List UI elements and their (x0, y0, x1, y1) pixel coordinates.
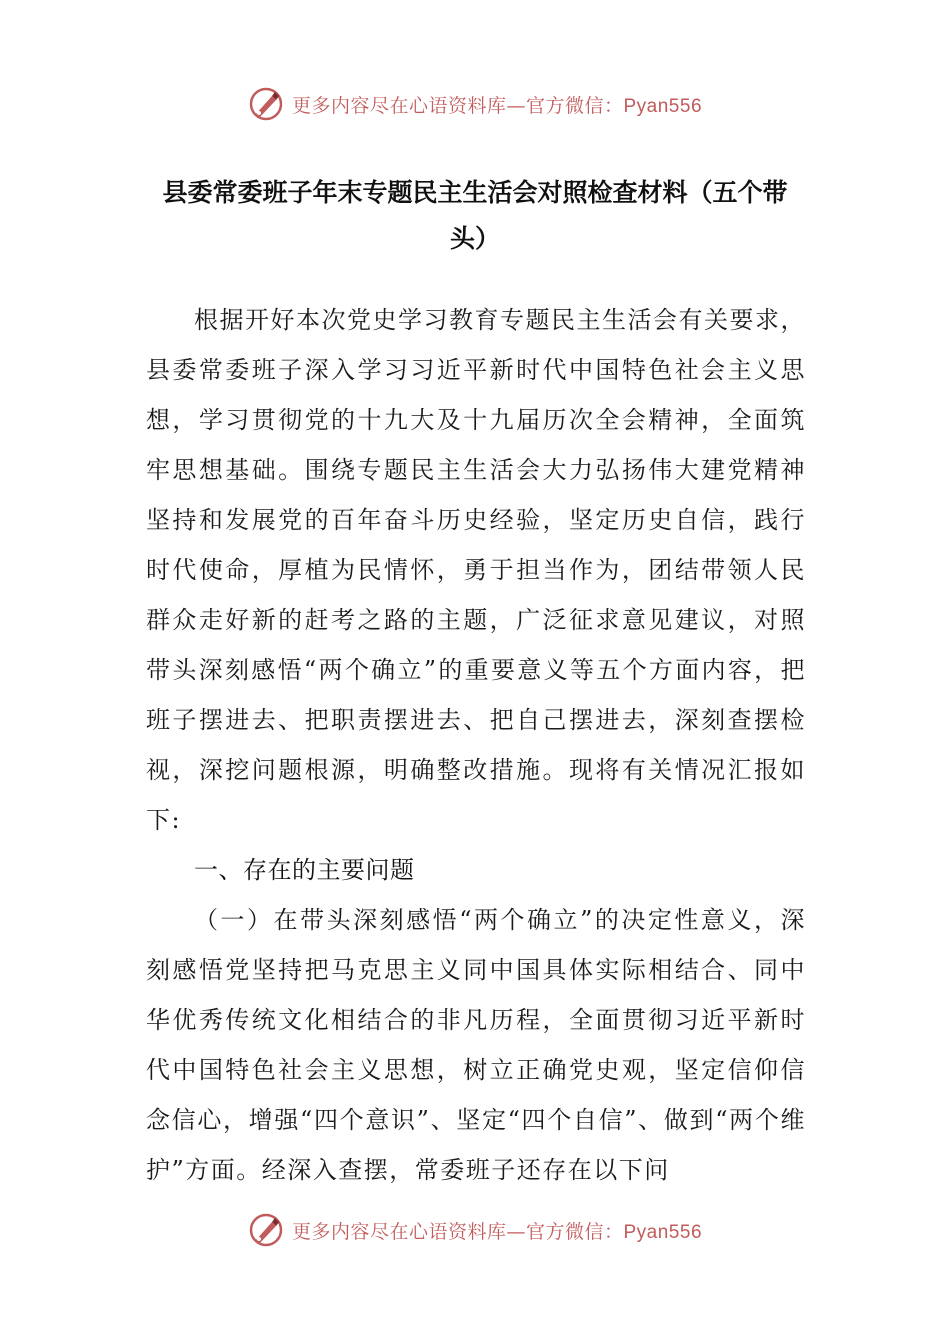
footer-watermark (0, 1210, 950, 1250)
header-watermark (0, 84, 950, 124)
issue-paragraph: （一）在带头深刻感悟“两个确立”的决定性意义，深刻感悟党坚持把马克思主义同中国具体实际相结合、同中华优秀传统文化相结合的非凡历程，全面贯彻习近平新时代中国特色社会主义思想，树立正确党史观，坚定信仰信念信心，增强“四个意识”、坚定“四个自信”、做到“两个维护”方面。经深入查摆，常委班子还存在以下问 (146, 906, 806, 1184)
section-heading: 一、存在的主要问题 (194, 856, 415, 884)
watermark-text: 更多内容尽在心语资料库—官方微信：Pyan556 (291, 1220, 703, 1243)
document-body (146, 295, 806, 1195)
watermark-text: 更多内容尽在心语资料库—官方微信：Pyan556 (291, 94, 703, 117)
pen-logo-icon (248, 1212, 284, 1248)
pen-logo-icon (248, 86, 284, 122)
intro-paragraph: 根据开好本次党史学习教育专题民主生活会有关要求，县委常委班子深入学习习近平新时代中国特色社会主义思想，学习贯彻党的十九大及十九届历次全会精神，全面筑牢思想基础。围绕专题民主生活会大力弘扬伟大建党精神坚持和发展党的百年奋斗历史经验，坚定历史自信，践行时代使命，厚植为民情怀，勇于担当作为，团结带领人民群众走好新的赶考之路的主题，广泛征求意见建议，对照带头深刻感悟“两个确立”的重要意义等五个方面内容，把班子摆进去、把职责摆进去、把自己摆进去，深刻查摆检视，深挖问题根源，明确整改措施。现将有关情况汇报如下: (146, 306, 806, 834)
document-title: 县委常委班子年末专题民主生活会对照检查材料（五个带头） (162, 178, 788, 253)
